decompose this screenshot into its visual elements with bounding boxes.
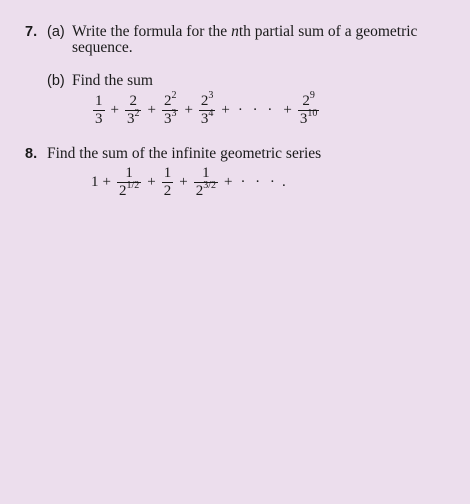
plus-sign: + — [147, 102, 156, 118]
plus-sign: + — [223, 174, 233, 190]
part-a-text-post: th partial sum of a geometric — [238, 23, 418, 40]
term-last-numerator: $2^9$ — [302, 90, 315, 109]
q8-term-2-denominator: 2 — [163, 183, 172, 199]
q8-term-1-denominator: $2^{1/2}$ — [118, 180, 140, 199]
q8-term-3-denominator: $2^{3/2}$ — [195, 180, 216, 199]
fraction-term-3 — [162, 90, 179, 128]
part-a-variable-n: n — [231, 23, 239, 40]
question-number-7: 7. — [25, 24, 38, 40]
fraction-term-1 — [93, 93, 105, 128]
plus-sign: + — [179, 174, 188, 190]
q8-term-2-numerator: 1 — [163, 165, 172, 181]
part-b-label: (b) — [47, 73, 65, 89]
ellipsis: · · · — [240, 174, 278, 190]
end-punctuation: . — [281, 174, 286, 190]
part-a-text-pre: Write the formula for the — [72, 23, 232, 40]
plus-sign: + — [283, 102, 292, 118]
plus-sign: + — [221, 102, 230, 118]
q8-fraction-term-2 — [162, 165, 174, 200]
q8-fraction-term-3 — [194, 165, 218, 200]
term-4-denominator: $3^4$ — [200, 108, 214, 127]
term-2-numerator: 2 — [129, 93, 137, 109]
part-b-series — [91, 90, 321, 128]
q8-term-3-numerator: 1 — [202, 165, 210, 181]
term-last-denominator: $3^{10}$ — [299, 108, 318, 127]
part-a-text-line2: sequence. — [72, 39, 133, 56]
ellipsis: · · · — [237, 102, 276, 118]
lead-term: 1 — [91, 174, 99, 190]
question-number-8: 8. — [25, 146, 38, 162]
term-4-numerator: $2^3$ — [200, 90, 214, 109]
plus-sign: + — [110, 102, 119, 118]
fraction-term-last — [298, 90, 320, 128]
fraction-term-2 — [125, 93, 142, 128]
term-2-denominator: $3^2$ — [126, 108, 140, 127]
term-3-denominator: $3^3$ — [163, 108, 177, 127]
q8-fraction-term-1 — [117, 165, 141, 200]
part-a-label: (a) — [47, 24, 65, 40]
fraction-term-4 — [199, 90, 216, 128]
term-3-numerator: $2^2$ — [163, 90, 177, 109]
plus-sign: + — [184, 102, 193, 118]
plus-sign: + — [102, 174, 111, 190]
part-b-text: Find the sum — [72, 72, 153, 89]
plus-sign: + — [147, 174, 156, 190]
term-1-numerator: 1 — [95, 93, 103, 109]
q8-term-1-numerator: 1 — [125, 165, 133, 181]
q8-text: Find the sum of the infinite geometric series — [47, 145, 322, 162]
q8-series — [91, 165, 286, 200]
term-1-denominator: 3 — [95, 111, 103, 127]
